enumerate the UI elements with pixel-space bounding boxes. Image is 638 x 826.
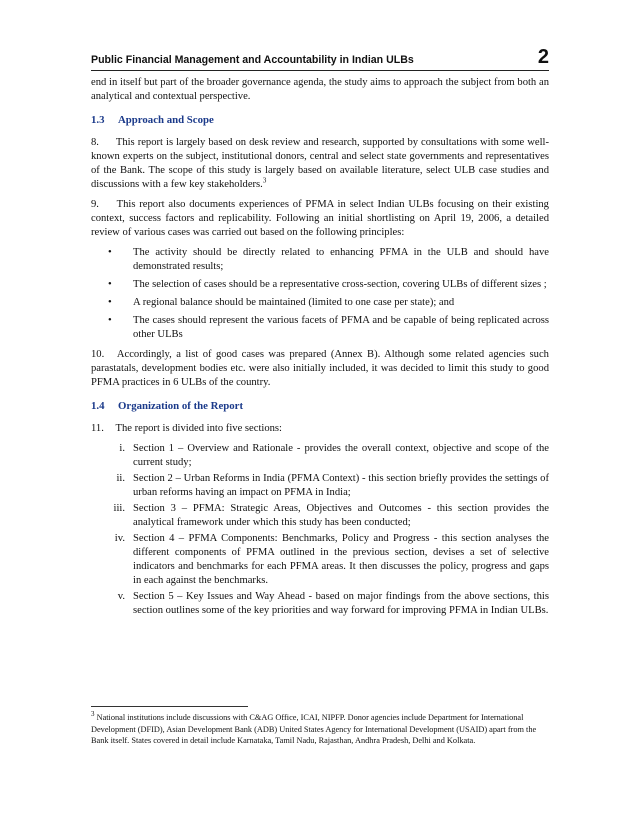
list-item [91,246,549,274]
list-item [91,314,549,342]
intro-paragraph: end in itself but part of the broader governance agenda, the study aims to approach the subject from both an analytical and contextual perspective. [91,77,549,102]
section-title: Approach and Scope [118,114,214,126]
paragraph-text: Accordingly, a list of good cases was prepared (Annex B). Although some related agencies such parastatals, development bodies etc. were also initially included, it was decided to limit this study to good PFMA practices in 6 ULBs of the country. [91,349,549,388]
page-header [91,44,549,71]
bullet-icon: • [108,315,112,326]
bullet-icon: • [108,279,112,290]
principles-list [91,246,549,342]
footnote [91,712,549,747]
paragraph-text: The report is divided into five sections: [115,423,282,434]
paragraph-8 [91,136,549,192]
list-item [91,472,549,500]
list-item [91,278,549,292]
bullet-icon: • [108,297,112,308]
section-heading-organization [91,399,549,413]
page-body [91,76,549,620]
paragraph-9 [91,198,549,240]
list-item-text: A regional balance should be maintained (limited to one case per state); and [133,297,455,308]
section-number: 1.4 [91,400,105,412]
footnote-mark: 3 [91,710,95,719]
list-item [91,442,549,470]
roman-numeral: v. [117,591,125,602]
list-item-text: The cases should represent the various facets of PFMA and be capable of being replicated across other ULBs [133,315,549,340]
list-item-text: The selection of cases should be a representative cross-section, covering ULBs of different sizes ; [133,279,547,290]
section-title: Organization of the Report [118,400,244,412]
paragraph-number: 11. [91,423,104,434]
roman-numeral: ii. [116,473,125,484]
page-number: 2 [537,46,549,68]
paragraph-number: 8. [91,137,99,148]
footnote-divider [91,706,248,707]
paragraph-11 [91,422,549,436]
section-heading-approach [91,113,549,127]
list-item-text: Section 1 – Overview and Rationale - provides the overall context, objective and scope of the current study; [133,443,549,468]
section-number: 1.3 [91,114,105,126]
paragraph-number: 10. [91,349,105,360]
header-title: Public Financial Management and Accountability in Indian ULBs [91,54,414,66]
paragraph-text: This report also documents experiences of PFMA in select Indian ULBs focusing on their existing context, success factors and replicability. Following an initial shortlisting on April 19, 2006, a detailed review of various cases was carried out based on the following principles: [91,199,549,238]
roman-numeral: iii. [113,503,125,514]
bullet-icon: • [108,247,112,258]
list-item-text: Section 2 – Urban Reforms in India (PFMA Context) - this section briefly provides the settings of urban reforms having an impact on PFMA in India; [133,473,549,498]
list-item-text: Section 5 – Key Issues and Way Ahead - based on major findings from the above sections, this section outlines some of the key priorities and way forward for improving PFMA in Indian ULBs. [133,591,549,616]
roman-numeral: i. [119,443,125,454]
list-item [91,532,549,588]
list-item [91,502,549,530]
footnote-ref[interactable]: 3 [262,176,267,185]
list-item-text: The activity should be directly related to enhancing PFMA in the ULB and should have demonstrated results; [133,247,549,272]
footnote-text: National institutions include discussions with C&AG Office, ICAI, NIPFP. Donor agencies include Department for International Development (DFID), Asian Development Bank (ADB) United States Agency for International Development (USAID) apart from the Bank itself. States covered in detail include Karnataka, Tamil Nadu, Rajasthan, Andhra Pradesh, Delhi and Kolkata. [91,713,537,746]
list-item [91,296,549,310]
paragraph-number: 9. [91,199,99,210]
list-item-text: Section 3 – PFMA: Strategic Areas, Objectives and Outcomes - this section provides the analytical framework under which this study has been conducted; [133,503,549,528]
paragraph-text: This report is largely based on desk review and research, supported by consultations with some well-known experts on the subject, institutional donors, central and select state governments and representatives of the Bank. The scope of this study is largely based on available literature, select ULB case studies and discussions with a few key stakeholders. [91,137,549,190]
roman-numeral: iv. [114,533,125,544]
list-item [91,590,549,618]
list-item-text: Section 4 – PFMA Components: Benchmarks, Policy and Progress - this section analyses the different components of PFMA outlined in the previous section, devises a set of selective indicators and benchmarks for each PFMA areas. It then discusses the policy, progress and gaps in each against the benchmarks. [133,533,549,586]
report-sections-list [91,442,549,618]
paragraph-10 [91,348,549,390]
